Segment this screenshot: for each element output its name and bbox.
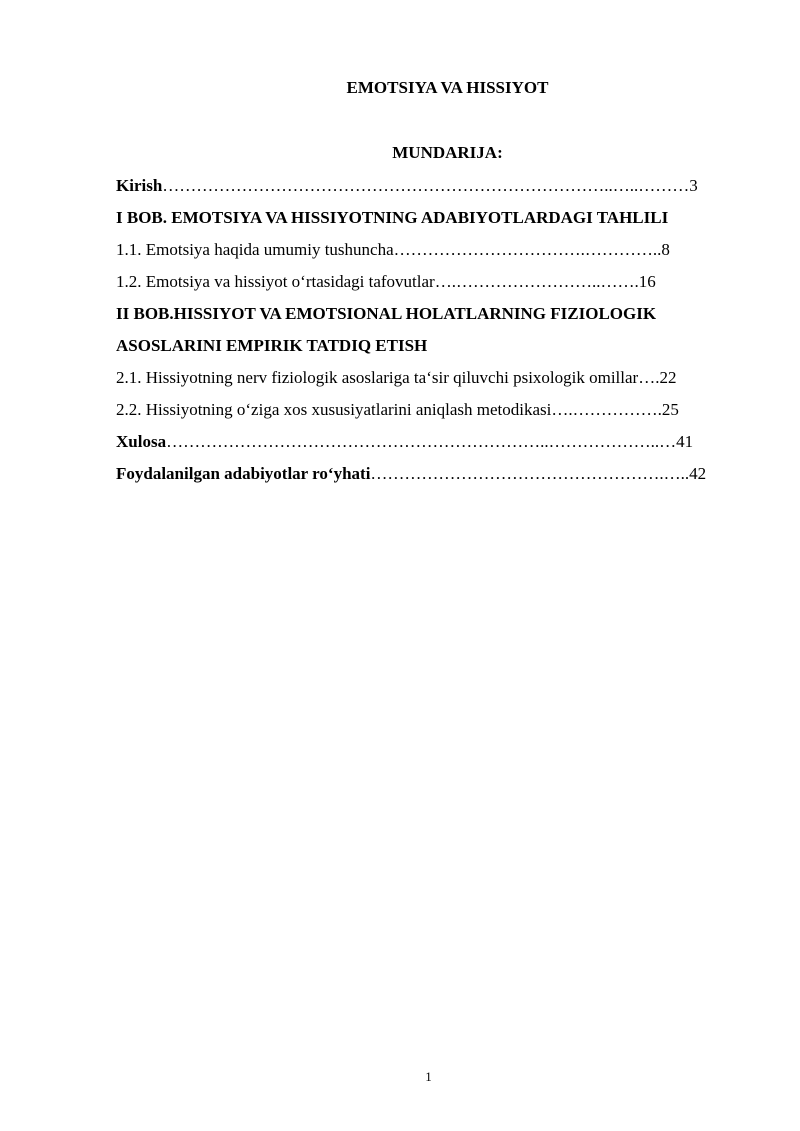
toc-entry-leader: …. — [638, 368, 660, 387]
toc-entry-page: 25 — [661, 400, 679, 419]
toc-entry-title: Foydalanilgan adabiyotlar ro‘yhati — [116, 464, 371, 483]
toc-entry-page: 8 — [661, 240, 670, 259]
toc-entry-page: 22 — [659, 368, 677, 387]
toc-entry-section-2-2 — [116, 397, 756, 429]
toc-entry-title: 2.1. Hissiyotning nerv fiziologik asoslariga ta‘sir qiluvchi psixologik omillar — [116, 368, 639, 387]
toc-entry-leader: ….……………………..……. — [434, 272, 639, 291]
toc-entry-leader: ……………………………………………………………………..…..……… — [162, 176, 690, 195]
toc-entry-leader: …………………………………………………………..………………..… — [166, 432, 677, 451]
toc-entry-title: ASOSLARINI EMPIRIK TATDIQ ETISH — [116, 336, 428, 355]
toc-entry-page: 16 — [638, 272, 656, 291]
toc-entry-title: 1.2. Emotsiya va hissiyot o‘rtasidagi tafovutlar — [116, 272, 435, 291]
toc-entry-section-2-1 — [116, 365, 756, 397]
toc-entry-chapter-2-line-2 — [116, 333, 756, 365]
toc-entry-page: 42 — [689, 464, 707, 483]
toc-entry-chapter-1 — [116, 205, 756, 237]
document-title: EMOTSIYA VA HISSIYOT — [346, 78, 549, 97]
toc-entry-chapter-2-line-1 — [116, 301, 756, 333]
toc-entry-title: Kirish — [116, 176, 163, 195]
toc-entry-leader: …………………………….………….. — [393, 240, 662, 259]
toc-entry-leader: …………………………………………….….. — [370, 464, 690, 483]
toc-entry-conclusion — [116, 429, 756, 461]
toc-entry-title: Xulosa — [116, 432, 167, 451]
toc-entry-title: 2.2. Hissiyotning o‘ziga xos xususiyatlarini aniqlash metodikasi — [116, 400, 552, 419]
page-number: 1 — [425, 1069, 432, 1084]
toc-entry-section-1-2 — [116, 269, 756, 301]
toc-heading: MUNDARIJA: — [392, 143, 503, 162]
toc-entry-section-1-1 — [116, 237, 756, 269]
toc-entry-introduction — [116, 173, 756, 205]
toc-entry-title: II BOB.HISSIYOT VA EMOTSIONAL HOLATLARNING FIZIOLOGIK — [116, 304, 657, 323]
toc-entry-title: I BOB. EMOTSIYA VA HISSIYOTNING ADABIYOTLARDAGI TAHLILI — [116, 208, 669, 227]
toc-entry-page: 41 — [676, 432, 694, 451]
toc-entry-leader: ….……………. — [551, 400, 662, 419]
toc-entry-references — [116, 461, 756, 493]
toc-entry-title: 1.1. Emotsiya haqida umumiy tushuncha — [116, 240, 394, 259]
toc-entry-page: 3 — [689, 176, 698, 195]
table-of-contents — [116, 173, 756, 493]
